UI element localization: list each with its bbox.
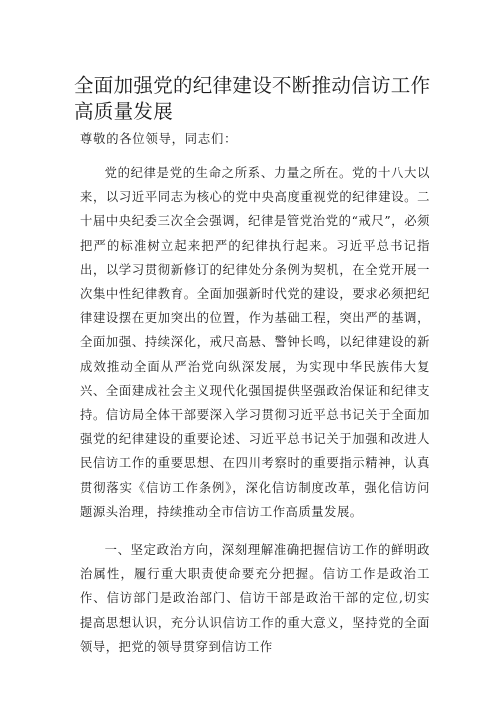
body-paragraph-2: 一、坚定政治方向，深刻理解准确把握信访工作的鲜明政治属性，履行重大职责使命要充分把握。信访工作是政治工作、信访部门是政治部门、信访干部是政治干部的定位,切实提高思想认识，充分认识信访工作的重大意义，坚持党的全面领导，把党的领导贯穿到信访工作 <box>80 543 430 654</box>
body-paragraph-1: 党的纪律是党的生命之所系、力量之所在。党的十八大以来，以习近平同志为核心的党中央高度重视党的纪律建设。二十届中央纪委三次全会强调，纪律是管党治党的“戒尺”，必须把严的标准树立起来把严的纪律执行起来。习近平总书记指出，以学习贯彻新修订的纪律处分条例为契机，在全党开展一次集中性纪律教育。全面加强新时代党的建设，要求必须把纪律建设摆在更加突出的位置，作为基础工程，突出严的基调，全面加强、持续深化，戒尺高悬、警钟长鸣，以纪律建设的新成效推动全面从严治党向纵深发展，为实现中华民族伟大复兴、全面建成社会主义现代化强国提供坚强政治保证和纪律支持。信访局全体干部要深入学习贯彻习近平总书记关于全面加强党的纪律建设的重要论述、习近平总书记关于加强和改进人民信访工作的重要思想、在四川考察时的重要指示精神，认真贯彻落实《信访工作条例》，深化信访制度改革，强化信访问题源头治理，持续推动全市信访工作高质量发展。 <box>80 166 430 519</box>
document-title: 全面加强党的纪律建设不断推动信访工作高质量发展 <box>74 74 431 123</box>
salutation: 尊敬的各位领导，同志们： <box>80 132 238 146</box>
